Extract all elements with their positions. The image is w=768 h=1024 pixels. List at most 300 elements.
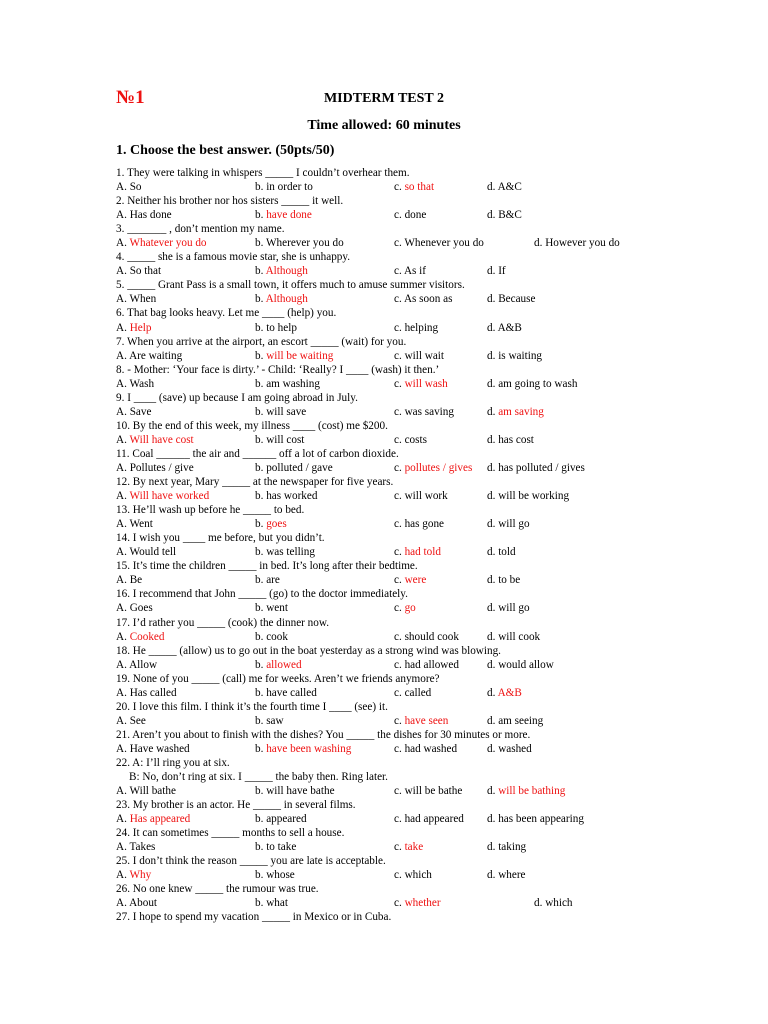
correct-answer-text: Although <box>265 265 308 278</box>
question-text: 16. I recommend that John _____ (go) to the doctor immediately. <box>116 588 408 601</box>
option-text: cook <box>266 630 288 643</box>
option-text: will be bathe <box>404 785 463 798</box>
option-text: Wherever you do <box>266 237 344 250</box>
option-letter: A. <box>116 574 130 587</box>
option-letter: d. <box>487 785 499 798</box>
option-text: Are waiting <box>129 349 183 362</box>
question-line <box>116 391 756 405</box>
option-b <box>255 489 317 503</box>
option-letter: A. <box>116 405 130 418</box>
question-line <box>116 503 756 517</box>
option-letter: A. <box>116 813 130 826</box>
option-letter: c. <box>394 377 405 390</box>
option-letter: A. <box>116 869 130 882</box>
correct-answer-text: go <box>404 602 416 615</box>
option-text: When <box>129 293 157 306</box>
option-letter: b. <box>255 265 266 278</box>
question-list <box>116 166 756 925</box>
option-b <box>255 461 333 475</box>
option-d <box>487 630 540 644</box>
option-b <box>255 433 304 447</box>
option-text: have called <box>266 686 317 699</box>
option-letter: d. <box>487 813 499 826</box>
question-text: 18. He _____ (allow) us to go out in the boat yesterday as a strong wind was blowing. <box>116 644 501 657</box>
option-text: polluted / gave <box>266 461 333 474</box>
option-letter: d. <box>487 602 499 615</box>
question-line <box>116 882 756 896</box>
option-c <box>394 489 448 503</box>
option-letter: d. <box>487 181 498 194</box>
question-line <box>116 587 756 601</box>
option-text: am washing <box>266 377 320 390</box>
option-b <box>255 742 351 756</box>
question-line <box>116 194 756 208</box>
option-letter: A. <box>116 181 130 194</box>
option-letter: d. <box>487 714 499 727</box>
option-letter: c. <box>394 209 405 222</box>
option-d <box>487 601 530 615</box>
option-d <box>487 658 554 672</box>
option-letter: d. <box>487 405 499 418</box>
option-letter: b. <box>255 574 267 587</box>
option-b <box>255 868 295 882</box>
option-letter: b. <box>255 377 267 390</box>
question-line <box>116 854 756 868</box>
option-text: Save <box>129 405 152 418</box>
option-letter: A. <box>116 841 130 854</box>
option-letter: b. <box>255 209 267 222</box>
option-a <box>116 573 142 587</box>
option-text: Will bathe <box>129 785 176 798</box>
option-a <box>116 489 209 503</box>
question-text: 9. I ____ (save) up because I am going abroad in July. <box>116 391 358 404</box>
section-heading: 1. Choose the best answer. (50pts/50) <box>116 143 335 158</box>
correct-answer-text: have seen <box>404 714 449 727</box>
option-a <box>116 601 153 615</box>
option-c <box>394 405 454 419</box>
correct-answer-text: A&B <box>497 686 522 699</box>
option-text: are <box>266 574 280 587</box>
option-text: B&C <box>498 209 522 222</box>
question-line <box>116 644 756 658</box>
option-letter: c. <box>394 574 405 587</box>
option-letter: b. <box>255 813 267 826</box>
correct-answer-text: have been washing <box>266 742 352 755</box>
option-a <box>116 208 172 222</box>
option-text: A&B <box>497 321 522 334</box>
options-row <box>116 377 756 391</box>
options-row <box>116 812 756 826</box>
correct-answer-text: Will have worked <box>129 490 210 503</box>
option-c <box>394 573 426 587</box>
option-d <box>487 784 565 798</box>
correct-answer-text: Whatever you do <box>129 237 207 250</box>
page-title: MIDTERM TEST 2 <box>323 91 445 106</box>
option-letter: d. <box>487 546 499 559</box>
option-text: About <box>129 897 158 910</box>
option-letter: b. <box>255 869 267 882</box>
question-line <box>116 798 756 812</box>
question-text: 5. _____ Grant Pass is a small town, it offers much to amuse summer visitors. <box>116 279 465 292</box>
option-text: washed <box>498 742 532 755</box>
option-b <box>255 658 302 672</box>
option-text: appeared <box>266 813 307 826</box>
correct-answer-text: Cooked <box>129 630 165 643</box>
option-text: However you do <box>545 237 620 250</box>
question-text: 6. That bag looks heavy. Let me ____ (help) you. <box>116 307 337 320</box>
option-text: where <box>498 869 526 882</box>
options-row <box>116 180 756 194</box>
option-c <box>394 180 434 194</box>
option-letter: b. <box>255 349 267 362</box>
option-text: helping <box>404 321 439 334</box>
option-letter: c. <box>394 785 405 798</box>
option-letter: A. <box>116 321 130 334</box>
option-text: Because <box>498 293 536 306</box>
option-text: Allow <box>129 658 158 671</box>
option-text: to help <box>266 321 297 334</box>
option-text: whose <box>266 869 295 882</box>
option-letter: A. <box>116 237 130 250</box>
option-letter: d. <box>487 433 499 446</box>
option-letter: A. <box>116 686 130 699</box>
option-letter: A. <box>116 377 130 390</box>
option-letter: d. <box>487 461 499 474</box>
option-letter: A. <box>116 742 130 755</box>
option-text: will be working <box>498 490 570 503</box>
question-text: 21. Aren’t you about to finish with the dishes? You _____ the dishes for 30 minutes or more. <box>116 728 531 741</box>
option-letter: c. <box>394 349 405 362</box>
options-row <box>116 405 756 419</box>
time-allowed: Time allowed: 60 minutes <box>307 118 461 133</box>
correct-answer-text: whether <box>404 897 441 910</box>
question-line <box>116 475 756 489</box>
correct-answer-text: am saving <box>498 405 544 418</box>
option-letter: A. <box>116 461 130 474</box>
option-text: has polluted / gives <box>498 461 585 474</box>
question-line <box>116 728 756 742</box>
option-letter: c. <box>394 405 405 418</box>
option-c <box>394 545 441 559</box>
option-d <box>534 236 620 250</box>
option-c <box>394 658 459 672</box>
option-text: will go <box>498 602 530 615</box>
option-letter: c. <box>394 602 405 615</box>
option-letter: b. <box>255 602 267 615</box>
question-text: 26. No one knew _____ the rumour was true. <box>116 883 319 896</box>
option-text: which <box>545 897 573 910</box>
option-a <box>116 714 146 728</box>
option-letter: d. <box>487 377 499 390</box>
option-d <box>487 264 506 278</box>
option-b <box>255 321 297 335</box>
correct-answer-text: Has appeared <box>129 813 191 826</box>
question-text: 8. - Mother: ‘Your face is dirty.’ - Child: ‘Really? I ____ (wash) it then.’ <box>116 363 440 376</box>
option-text: Would tell <box>129 546 177 559</box>
option-letter: c. <box>394 869 405 882</box>
option-b <box>255 545 315 559</box>
options-row <box>116 461 756 475</box>
option-letter: A. <box>116 349 130 362</box>
options-row <box>116 489 756 503</box>
option-text: Be <box>129 574 143 587</box>
option-c <box>394 686 431 700</box>
option-text: was saving <box>404 405 454 418</box>
options-row <box>116 601 756 615</box>
option-d <box>487 377 577 391</box>
option-a <box>116 461 194 475</box>
option-letter: A. <box>116 293 130 306</box>
option-b <box>255 517 287 531</box>
options-row <box>116 658 756 672</box>
option-letter: b. <box>255 742 267 755</box>
option-c <box>394 517 444 531</box>
option-d <box>487 573 520 587</box>
options-row <box>116 742 756 756</box>
option-letter: b. <box>255 405 267 418</box>
option-text: If <box>498 265 506 278</box>
correct-answer-text: had told <box>404 546 441 559</box>
correct-answer-text: Although <box>265 293 308 306</box>
option-c <box>394 784 462 798</box>
correct-answer-text: Help <box>129 321 152 334</box>
options-row <box>116 784 756 798</box>
option-letter: A. <box>116 490 130 503</box>
option-letter: c. <box>394 490 405 503</box>
option-d <box>487 840 526 854</box>
option-letter: b. <box>255 897 267 910</box>
option-text: went <box>266 602 288 615</box>
option-d <box>487 812 584 826</box>
option-text: will work <box>404 490 448 503</box>
option-d <box>487 517 530 531</box>
option-text: Wash <box>129 377 155 390</box>
option-c <box>394 630 459 644</box>
option-d <box>487 321 522 335</box>
option-a <box>116 292 156 306</box>
question-text: 12. By next year, Mary _____ at the newspaper for five years. <box>116 476 394 489</box>
question-line <box>116 770 756 784</box>
option-letter: c. <box>394 686 405 699</box>
option-text: will go <box>498 518 530 531</box>
option-b <box>255 630 288 644</box>
option-text: has worked <box>266 490 318 503</box>
option-text: will cost <box>266 433 305 446</box>
option-a <box>116 321 151 335</box>
question-line <box>116 826 756 840</box>
option-c <box>394 208 426 222</box>
correct-answer-text: have done <box>266 209 312 222</box>
question-text: 15. It’s time the children _____ in bed. It’s long after their bedtime. <box>116 560 418 573</box>
question-line <box>116 166 756 180</box>
option-d <box>534 896 573 910</box>
option-letter: d. <box>487 293 499 306</box>
option-a <box>116 180 142 194</box>
question-line <box>116 616 756 630</box>
question-text: 3. _______ , don’t mention my name. <box>116 223 285 236</box>
question-line <box>116 672 756 686</box>
option-d <box>487 868 526 882</box>
option-letter: c. <box>394 237 405 250</box>
option-c <box>394 264 426 278</box>
options-row <box>116 292 756 306</box>
options-row <box>116 630 756 644</box>
option-a <box>116 868 151 882</box>
question-text: 25. I don’t think the reason _____ you are late is acceptable. <box>116 855 386 868</box>
option-b <box>255 377 320 391</box>
option-text: to be <box>498 574 521 587</box>
option-letter: A. <box>116 602 130 615</box>
question-text: 7. When you arrive at the airport, an escort _____ (wait) for you. <box>116 335 407 348</box>
option-text: Pollutes / give <box>129 461 194 474</box>
option-text: As soon as <box>403 293 453 306</box>
option-text: Goes <box>129 602 153 615</box>
options-row <box>116 714 756 728</box>
options-row <box>116 433 756 447</box>
option-c <box>394 868 432 882</box>
option-c <box>394 812 464 826</box>
question-text: 4. _____ she is a famous movie star, she is unhappy. <box>116 251 351 264</box>
option-a <box>116 433 194 447</box>
option-text: was telling <box>266 546 315 559</box>
option-a <box>116 630 165 644</box>
option-letter: c. <box>394 181 405 194</box>
option-b <box>255 840 296 854</box>
question-text: 22. A: I’ll ring you at six. <box>116 756 230 769</box>
option-c <box>394 461 472 475</box>
option-text: Went <box>129 518 153 531</box>
option-d <box>487 208 522 222</box>
option-text: Takes <box>129 841 156 854</box>
option-text: So that <box>129 265 162 278</box>
option-letter: d. <box>487 518 499 531</box>
option-letter: c. <box>394 265 404 278</box>
option-text: what <box>266 897 288 910</box>
option-text: costs <box>404 433 427 446</box>
option-text: done <box>404 209 427 222</box>
option-text: to take <box>266 841 297 854</box>
options-row <box>116 686 756 700</box>
question-text: 20. I love this film. I think it’s the fourth time I ____ (see) it. <box>116 700 388 713</box>
option-text: will wait <box>404 349 445 362</box>
question-line <box>116 363 756 377</box>
question-line <box>116 756 756 770</box>
option-text: called <box>404 686 432 699</box>
correct-answer-text: allowed <box>266 658 302 671</box>
option-text: Has done <box>129 209 172 222</box>
option-text: told <box>498 546 516 559</box>
question-line <box>116 278 756 292</box>
option-letter: d. <box>534 897 546 910</box>
option-letter: b. <box>255 490 267 503</box>
option-letter: d. <box>487 658 499 671</box>
option-letter: c. <box>394 658 405 671</box>
option-a <box>116 405 151 419</box>
option-letter: c. <box>394 630 405 643</box>
option-text: has gone <box>404 518 445 531</box>
option-letter: c. <box>394 813 405 826</box>
option-d <box>487 433 534 447</box>
option-letter: d. <box>487 490 499 503</box>
option-text: had washed <box>404 742 458 755</box>
option-b <box>255 573 280 587</box>
option-letter: A. <box>116 785 130 798</box>
option-text: will cook <box>498 630 541 643</box>
option-letter: c. <box>394 546 405 559</box>
option-letter: d. <box>487 321 498 334</box>
option-b <box>255 208 312 222</box>
option-letter: d. <box>534 237 546 250</box>
question-line <box>116 559 756 573</box>
option-text: should cook <box>404 630 459 643</box>
option-letter: d. <box>487 630 499 643</box>
option-letter: b. <box>255 546 267 559</box>
question-text: 19. None of you _____ (call) me for weeks. Aren’t we friends anymore? <box>116 672 440 685</box>
option-letter: b. <box>255 658 267 671</box>
option-text: which <box>404 869 432 882</box>
option-c <box>394 433 427 447</box>
option-b <box>255 264 308 278</box>
option-a <box>116 812 190 826</box>
option-text: am seeing <box>498 714 544 727</box>
option-c <box>394 601 416 615</box>
option-text: has cost <box>498 433 534 446</box>
option-text: See <box>129 714 146 727</box>
question-text: 2. Neither his brother nor hos sisters _____ it well. <box>116 195 344 208</box>
correct-answer-text: Will have cost <box>129 433 194 446</box>
option-text: saw <box>266 714 284 727</box>
option-letter: d. <box>487 349 499 362</box>
option-a <box>116 377 154 391</box>
option-letter: A. <box>116 518 130 531</box>
option-letter: b. <box>255 321 267 334</box>
correct-answer-text: pollutes / gives <box>404 461 473 474</box>
question-text: 27. I hope to spend my vacation _____ in Mexico or in Cuba. <box>116 911 392 924</box>
option-letter: A. <box>116 265 130 278</box>
option-d <box>487 545 516 559</box>
option-b <box>255 714 284 728</box>
option-text: Have washed <box>129 742 190 755</box>
option-b <box>255 405 306 419</box>
option-text: Whenever you do <box>404 237 484 250</box>
option-letter: c. <box>394 293 404 306</box>
option-text: As if <box>403 265 427 278</box>
option-letter: b. <box>255 686 267 699</box>
correct-answer-text: were <box>404 574 427 587</box>
option-d <box>487 405 544 419</box>
option-letter: c. <box>394 321 405 334</box>
options-row <box>116 896 756 910</box>
option-text: Has called <box>129 686 177 699</box>
correct-answer-text: Why <box>129 869 152 882</box>
question-text: 11. Coal ______ the air and ______ off a lot of carbon dioxide. <box>116 447 399 460</box>
option-letter: b. <box>255 630 267 643</box>
option-c <box>394 840 423 854</box>
option-b <box>255 349 333 363</box>
option-c <box>394 742 457 756</box>
option-c <box>394 377 448 391</box>
option-b <box>255 686 317 700</box>
question-text: 24. It can sometimes _____ months to sell a house. <box>116 827 345 840</box>
option-b <box>255 292 308 306</box>
question-text: B: No, don’t ring at six. I _____ the baby then. Ring later. <box>129 771 388 784</box>
options-row <box>116 321 756 335</box>
question-text: 13. He’ll wash up before he _____ to bed. <box>116 504 305 517</box>
correct-answer-text: so that <box>404 181 435 194</box>
option-a <box>116 742 190 756</box>
question-line <box>116 910 756 924</box>
option-text: would allow <box>498 658 554 671</box>
